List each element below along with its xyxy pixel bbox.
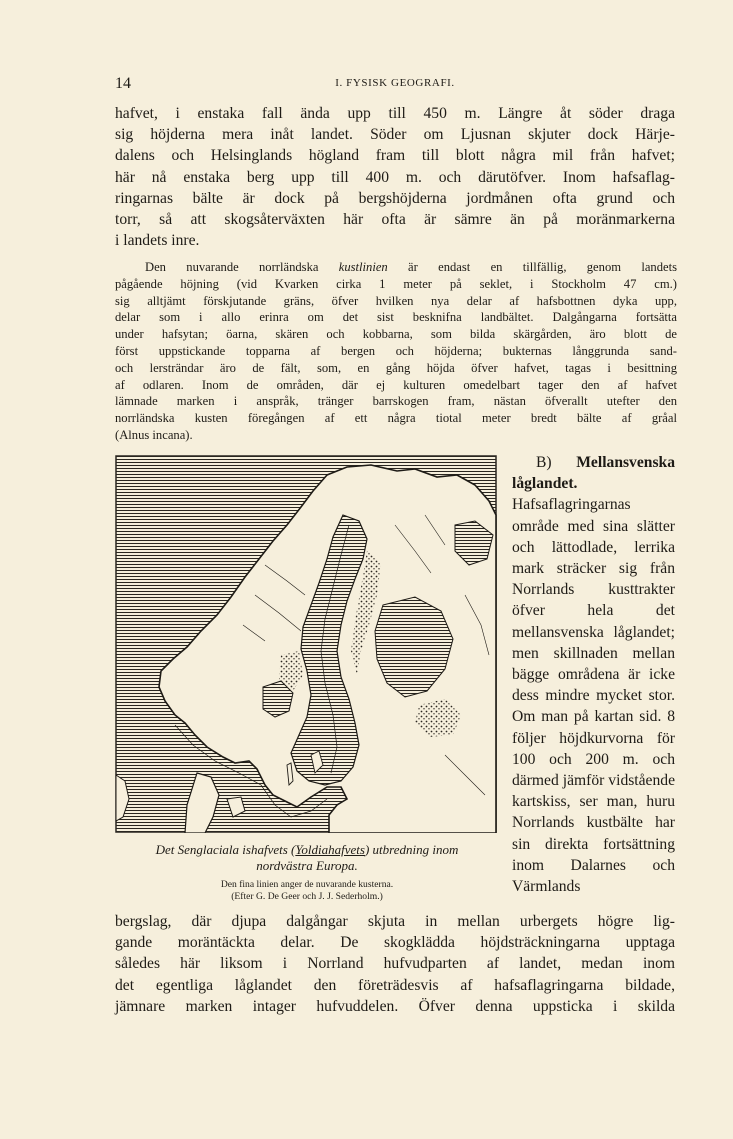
section-title: Mellansvenska låglandet. (512, 454, 675, 493)
figure-caption (112, 842, 502, 902)
running-title: I. FYSISK GEOGRAFI. (335, 77, 455, 89)
paragraph-2-small-print (115, 259, 677, 444)
text-line: och lersträndar äro de fält, som, en gång höjda öfver hafvet, tagas i besittning (115, 360, 677, 375)
paragraph-1 (115, 103, 675, 251)
text-line: torr, så att skogsåterväxten här ofta är sämre än på moränmarkerna (115, 211, 675, 229)
text-line: under hafsytan; öarna, skären och kobbarna, som bilda skärgården, äro blott de (115, 327, 677, 342)
text-line: först uppstickande topparna af bergen och höjderna; bukternas långgrunda sand- (115, 343, 677, 358)
page-header (115, 75, 675, 95)
text-line: bergslag, där djupa dalgångar skjuta in mellan urbergets högre lig- (115, 913, 675, 930)
text-line: i landets inre. (115, 232, 200, 250)
text-line: således här liksom i Norrland hufvudparten af landet, medan inom (115, 955, 675, 973)
text-line: sig höjderna mera inåt landet. Söder om Ljusnan skjuter dock Härje- (115, 126, 675, 144)
caption-title-line2: nordvästra Europa. (256, 858, 358, 873)
text-line: af odlaren. Inom de områden, där ej kulturen omedelbart tager den af hafvet (115, 377, 677, 392)
sidebar-body: Hafsaflagringarnas område med sina slätter och lättodlade, lerrika mark sträcker sig från Norrlands kusttrakter öfver hela det mellansvenska låglandet; men skillnaden mellan bägge områdena är icke dess mindre mycket stor. Om man på kartan sid. 8 följer höjdkurvorna för 100 och 200 m. och därmed jämför vidstående kartskiss, ser man, huru Norrlands kustbälte har sin direkta fortsättning inom Dalarnes och Värmlands (512, 496, 675, 896)
emphasis-kustlinien: kustlinien (338, 260, 388, 274)
text-line: ringarnas bälte är dock på bergshöjderna jordmånen ofta grund och (115, 189, 675, 207)
section-label: B) (536, 454, 577, 471)
text-line: gande moräntäckta delar. De skogklädda höjdsträckningarna upptaga (115, 934, 675, 952)
text-line: här nå enstaka berg upp till 400 m. och därutöfver. Inom hafsaflag- (115, 168, 675, 186)
map-figure (115, 455, 497, 833)
paragraph-3 (115, 911, 675, 1017)
text-line: sig alltjämt förskjutande gräns, öfver hvilken nya delar af hafsbottnen dyka upp, (115, 293, 677, 308)
text-line: norrländska kusten föregången af ett några tiotal meter bredt bälte af gråal (115, 411, 677, 426)
text-line: hafvet, i enstaka fall ända upp till 450 m. Längre åt söder draga (115, 105, 675, 122)
sidebar-paragraph (512, 452, 675, 897)
caption-note: Den fina linien anger de nuvarande kusterna. (220, 879, 394, 890)
text-line: dalens och Helsinglands högland fram till blott några mil från hafvet; (115, 147, 675, 165)
caption-source: (Efter G. De Geer och J. J. Sederholm.) (231, 890, 383, 902)
text-line: lämnade marken i anspråk, tränger barrskogen fram, nästan öfverallt utefter den (115, 394, 677, 409)
text-line: jämnare marken intager hufvuddelen. Öfver denna uppsticka i skilda (115, 997, 675, 1015)
text-line: det egentliga låglandet den företrädesvis af hafsaflagringarna bildade, (115, 976, 675, 994)
text-line: pågående höjning (vid Kvarken cirka 1 meter på seklet, i Stockholm 47 cm.) (115, 276, 677, 291)
yoldia-sea-map (115, 455, 497, 833)
text-line: delar som i allo erinra om det sist besknifna landbältet. Dalgångarna fortsätta (115, 310, 677, 325)
page-number: 14 (115, 75, 131, 92)
caption-title: Det Senglaciala ishafvets (Yoldiahafvets) utbredning inom (155, 842, 459, 857)
text-line: (Alnus incana). (115, 427, 193, 442)
text-line: Den nuvarande norrländska kustlinien är endast en tillfällig, genom landets (145, 260, 678, 274)
